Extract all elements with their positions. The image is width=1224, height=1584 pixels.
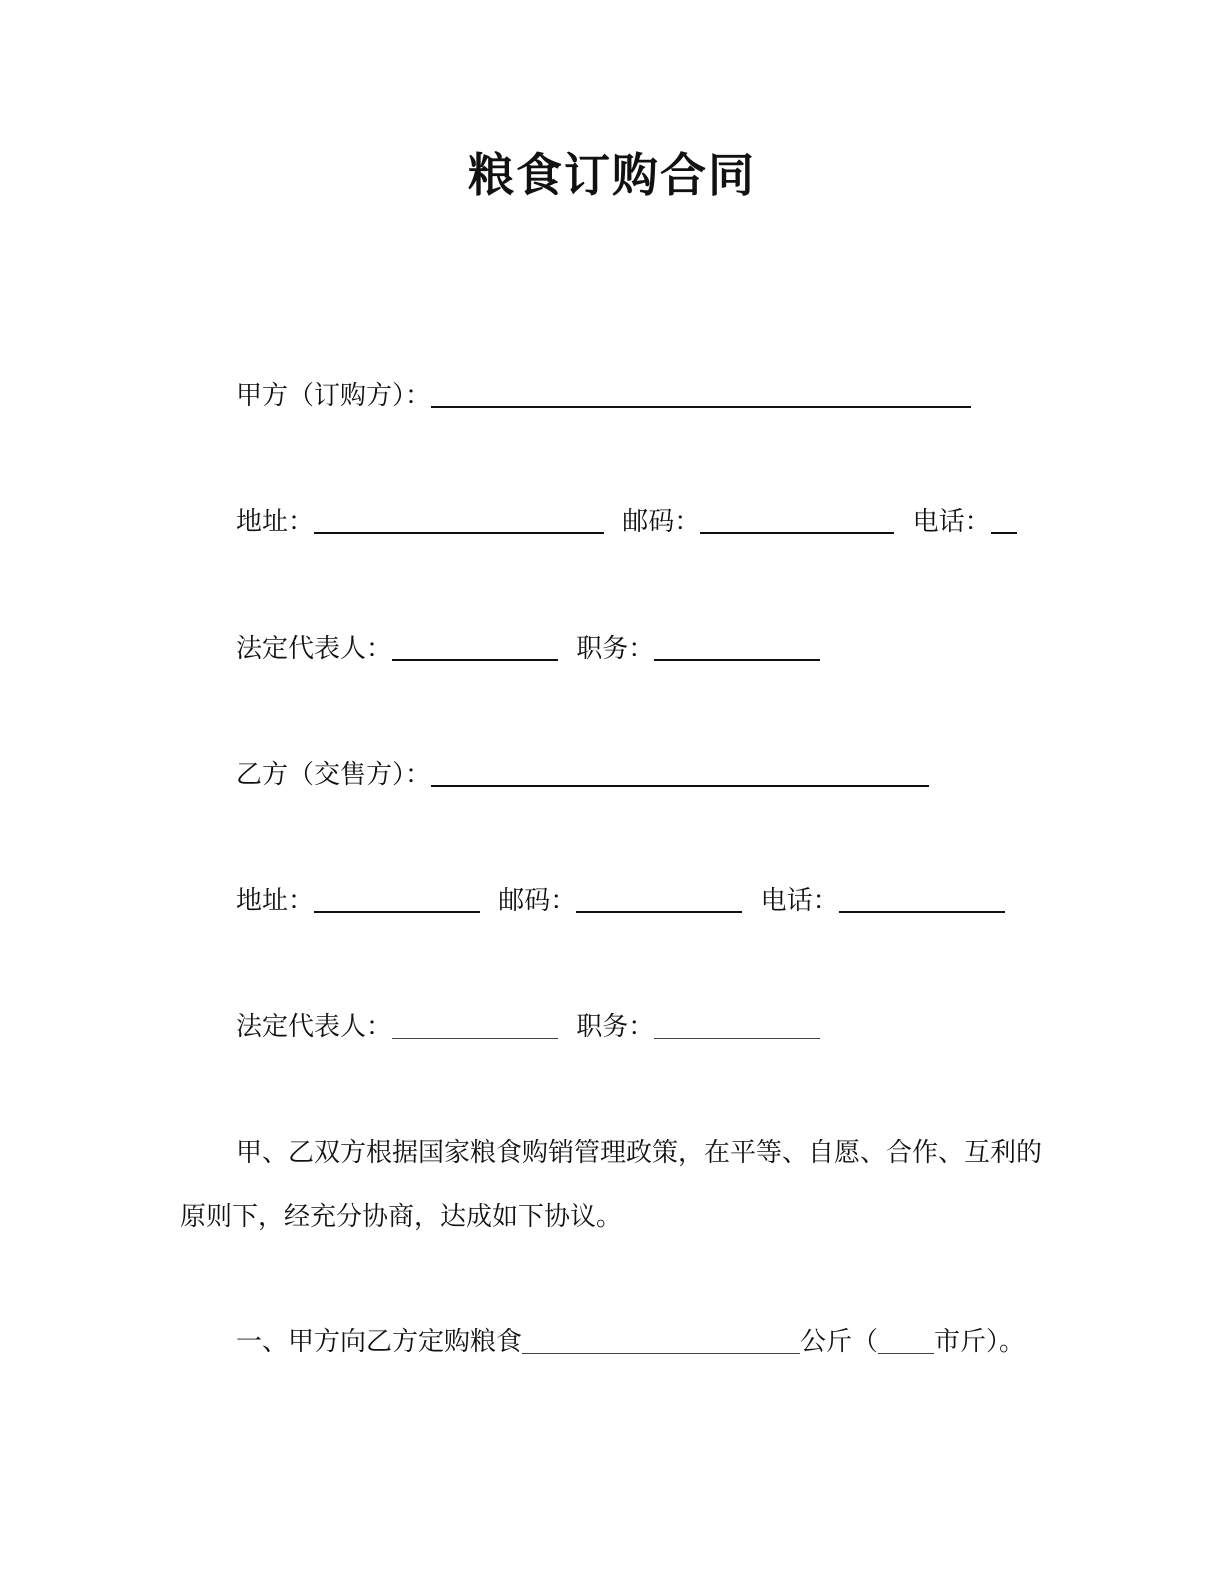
party-a-address-label: 地址：	[236, 507, 315, 537]
party-a-rep-field[interactable]	[392, 633, 558, 661]
party-b-address-label: 地址：	[236, 886, 315, 916]
party-b-rep-label: 法定代表人：	[236, 1012, 393, 1042]
party-a-rep-label: 法定代表人：	[236, 634, 393, 664]
party-b-postcode-field[interactable]	[576, 885, 742, 913]
party-b-position-field[interactable]	[654, 1012, 820, 1039]
document-title: 粮食订购合同	[468, 148, 756, 202]
party-b-rep-field[interactable]	[392, 1012, 558, 1039]
party-a-position-label: 职务：	[576, 634, 655, 664]
party-b-postcode-label: 邮码：	[498, 886, 577, 916]
party-a-line	[236, 376, 971, 416]
party-b-address-field[interactable]	[314, 885, 480, 913]
party-a-postcode-label: 邮码：	[622, 507, 701, 537]
party-b-phone-field[interactable]	[839, 885, 1005, 913]
clause-1-line	[236, 1322, 1025, 1362]
clause-1-quantity-field[interactable]	[522, 1327, 800, 1354]
party-a-rep-line	[236, 629, 820, 669]
party-a-address-field[interactable]	[314, 506, 604, 534]
party-b-name-field[interactable]	[431, 759, 929, 787]
party-a-position-field[interactable]	[654, 633, 820, 661]
party-b-rep-line	[236, 1007, 820, 1047]
party-b-position-label: 职务：	[576, 1012, 655, 1042]
intro-paragraph: 甲、乙双方根据国家粮食购销管理政策，在平等、自愿、合作、互利的原则下，经充分协商，达成如下协议。	[180, 1138, 1043, 1232]
party-a-contact-line	[236, 502, 1017, 542]
party-a-label: 甲方（订购方）：	[236, 381, 432, 411]
party-b-line	[236, 755, 929, 795]
party-b-contact-line	[236, 881, 1005, 921]
party-a-phone-label: 电话：	[912, 507, 991, 537]
party-a-name-field[interactable]	[431, 380, 971, 408]
party-a-phone-field[interactable]	[991, 506, 1017, 534]
party-a-postcode-field[interactable]	[700, 506, 894, 534]
clause-1-unit-kg: 公斤（	[800, 1327, 879, 1357]
clause-1-prefix: 一、甲方向乙方定购粮食	[236, 1327, 523, 1357]
party-b-phone-label: 电话：	[760, 886, 839, 916]
clause-1-unit-jin: 市斤）。	[934, 1327, 1026, 1357]
party-b-label: 乙方（交售方）：	[236, 760, 432, 790]
clause-1-quantity-jin-field[interactable]	[878, 1327, 934, 1354]
